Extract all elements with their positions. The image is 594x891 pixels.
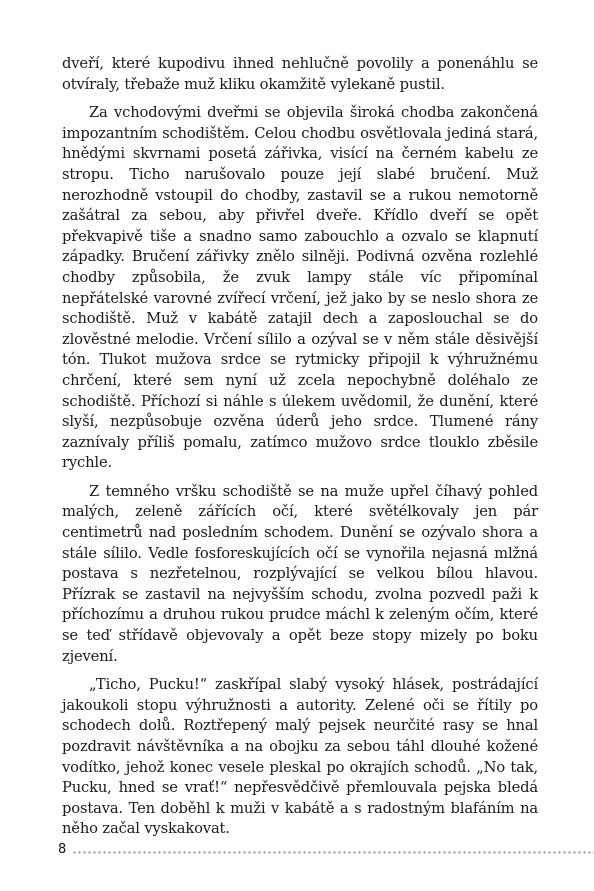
body-text (62, 54, 538, 848)
dotted-rule (72, 851, 594, 854)
page-footer (58, 840, 594, 860)
paragraph-3: Z temného vršku schodiště se na muže upřel číhavý pohled malých, zeleně zářících očí, které světélkovaly jen pár centimetrů nad posledním schodem. Dunění se ozývalo shora a stále sílilo. Vedle fosforeskujících očí se vynořila nejasná mlžná postava s nezřetelnou, rozplývající se velkou bílou hlavou. Přízrak se zastavil na nejvyšším schodu, zvolna pozvedl paži k příchozímu a druhou rukou prudce máchl k zeleným očím, které se teď střídavě objevovaly a opět beze stopy mizely po boku zjevení. (62, 482, 538, 665)
paragraph-4: „Ticho, Pucku!“ zaskřípal slabý vysoký hlásek, postrádající jakoukoli stopu výhružnosti a autority. Zelené oči se řítily po schodech dolů. Roztřepený malý pejsek neurčité rasy se hnal pozdravit návštěvníka a na obojku za sebou táhl dlouhé kožené vodítko, jehož konec vesele pleskal po okrajích schodů. „No tak, Pucku, hned se vrať!“ nepřesvědčivě přemlouvala pejska bledá postava. Ten doběhl k muži v kabátě a s radostným blafáním na něho začal vyskakovat. (62, 676, 538, 838)
page-number: 8 (58, 842, 67, 857)
paragraph-1: dveří, které kupodivu ihned nehlučně povolily a ponenáhlu se otvíraly, třebaže muž kliku okamžitě vylekaně pustil. (62, 55, 538, 93)
paragraph-2: Za vchodovými dveřmi se objevila široká chodba zakončená impozantním schodištěm. Celou chodbu osvětlovala jediná stará, hnědými skvrnami posetá zářivka, visící na černém kabelu ze stropu. Ticho narušovalo pouze její slabé bručení. Muž nerozhodně vstoupil do chodby, zastavil se a rukou nemotorně zašátral za sebou, aby přivřel dveře. Křídlo dveří se opět překvapivě tiše a snadno samo zabouchlo a ozvalo se klapnutí západky. Bručení zářivky znělo silněji. Podivná ozvěna rozlehlé chodby způsobila, že zvuk lampy stále víc připomínal nepřátelské varovné zvířecí vrčení, jež jako by se neslo shora ze schodiště. Muž v kabátě zatajil dech a zaposlouchal se do zlověstné melodie. Vrčení sílilo a ozýval se v něm stále děsivější tón. Tlukot mužova srdce se rytmicky připojil k výhružnému chrčení, které sem nyní už zcela nepochybně doléhalo ze schodiště. Příchozí si náhle s úlekem uvědomil, že dunění, které slyší, nezpůsobuje ozvěna úderů jeho srdce. Tlumené rány zaznívaly příliš pomalu, zatímco mužovo srdce tlouklo zběsile rychle. (62, 104, 538, 472)
